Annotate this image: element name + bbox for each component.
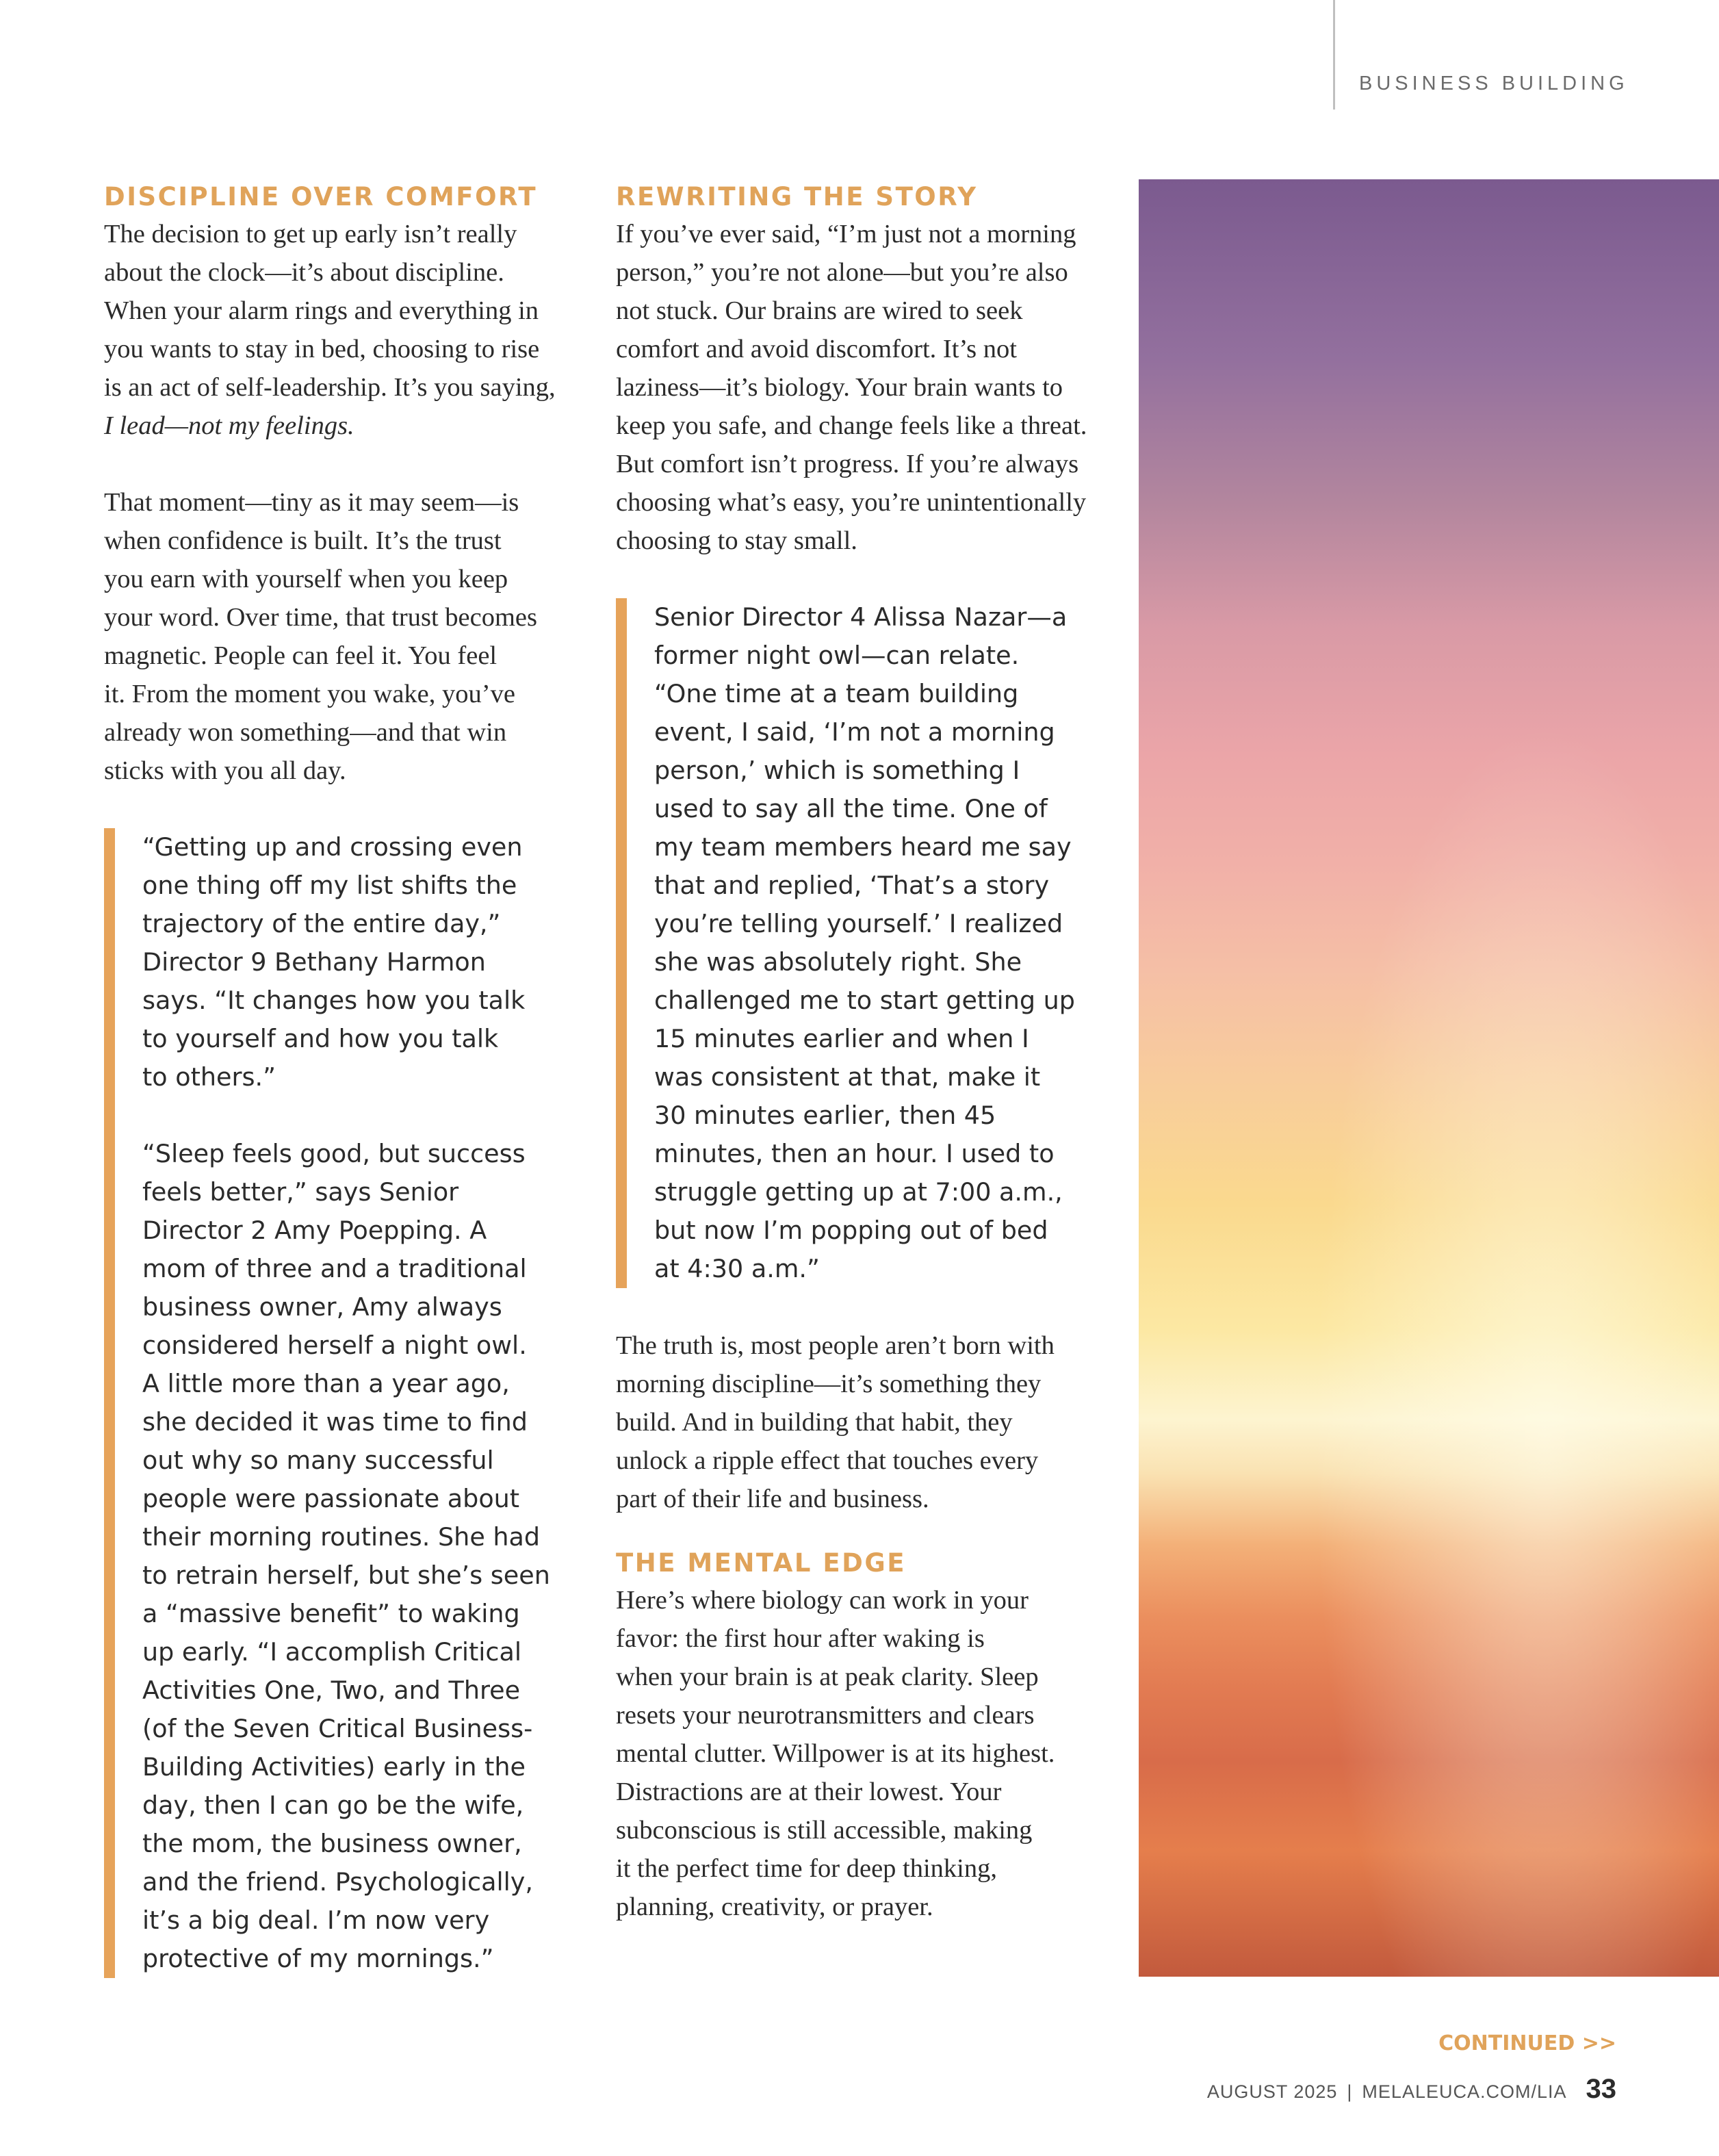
- text-line: at 4:30 a.m.”: [654, 1254, 820, 1283]
- text-line: considered herself a night owl.: [142, 1331, 527, 1360]
- text-line: business owner, Amy always: [142, 1292, 502, 1322]
- text-line: used to say all the time. One of: [654, 794, 1048, 823]
- text-line: minutes, then an hour. I used to: [654, 1139, 1055, 1168]
- issue-date: AUGUST 2025: [1206, 2081, 1338, 2102]
- text-line: it’s a big deal. I’m now very: [142, 1905, 490, 1935]
- text-line: Distractions are at their lowest. Your: [616, 1778, 1002, 1806]
- text-line: When your alarm rings and everything in: [104, 296, 539, 325]
- text-line: out why so many successful: [142, 1446, 494, 1475]
- text-line: person,’ which is something I: [654, 756, 1020, 785]
- text-line: up early. “I accomplish Critical: [142, 1637, 522, 1667]
- text-line: she decided it was time to find: [142, 1407, 528, 1437]
- sun-glow: [1139, 179, 1719, 1977]
- text-line: that and replied, ‘That’s a story: [654, 871, 1050, 900]
- text-line: part of their life and business.: [616, 1485, 929, 1513]
- text-line: one thing off my list shifts the: [142, 871, 517, 900]
- text-line: (of the Seven Critical Business-: [142, 1714, 533, 1743]
- text-line: The decision to get up early isn’t really: [104, 220, 517, 248]
- text-line: 15 minutes earlier and when I: [654, 1024, 1029, 1053]
- text-line: choosing to stay small.: [616, 526, 857, 555]
- text-line: says. “It changes how you talk: [142, 986, 526, 1015]
- pull-quote-nazar: [616, 598, 1102, 1288]
- text-line: is an act of self-leadership. It’s you saying,: [104, 373, 556, 402]
- text-line: it the perfect time for deep thinking,: [616, 1854, 997, 1883]
- text-line: she was absolutely right. She: [654, 947, 1022, 977]
- website-link[interactable]: MELALEUCA.COM/LIA: [1362, 2081, 1567, 2102]
- header-divider: [1333, 0, 1335, 110]
- text-line: people were passionate about: [142, 1484, 520, 1513]
- column-left: [104, 179, 576, 1978]
- text-line: and the friend. Psychologically,: [142, 1867, 533, 1897]
- paragraph-confidence: [104, 483, 576, 790]
- text-line: morning discipline—it’s something they: [616, 1370, 1042, 1398]
- text-line: If you’ve ever said, “I’m just not a morning: [616, 220, 1076, 248]
- text-line: 30 minutes earlier, then 45: [654, 1101, 996, 1130]
- text-line: Activities One, Two, and Three: [142, 1676, 521, 1705]
- text-line: planning, creativity, or prayer.: [616, 1892, 933, 1921]
- page-number: 33: [1586, 2074, 1616, 2104]
- text-line: keep you safe, and change feels like a threat.: [616, 411, 1087, 440]
- text-line: feels better,” says Senior: [142, 1177, 459, 1207]
- text-line: The truth is, most people aren’t born with: [616, 1331, 1055, 1360]
- text-line: favor: the first hour after waking is: [616, 1624, 985, 1653]
- text-line: laziness—it’s biology. Your brain wants to: [616, 373, 1063, 402]
- text-line: when confidence is built. It’s the trust: [104, 526, 502, 555]
- heading-the-mental-edge: THE MENTAL EDGE: [616, 1548, 907, 1578]
- paragraph-italic-line: I lead—not my feelings.: [104, 411, 354, 440]
- text-line: about the clock—it’s about discipline.: [104, 258, 504, 287]
- paragraph-rewriting: [616, 215, 1102, 560]
- text-line: event, I said, ‘I’m not a morning: [654, 717, 1055, 747]
- text-line: my team members heard me say: [654, 832, 1072, 862]
- text-line: challenged me to start getting up: [654, 986, 1075, 1015]
- page-footer: [1207, 2074, 1616, 2105]
- text-line: Here’s where biology can work in your: [616, 1586, 1029, 1615]
- paragraph-truth: [616, 1326, 1102, 1518]
- quote-poepping: [142, 1135, 576, 1978]
- text-line: unlock a ripple effect that touches every: [616, 1446, 1039, 1475]
- text-line: choosing what’s easy, you’re unintentionally: [616, 488, 1087, 517]
- pull-quote-harmon-poepping: [104, 828, 576, 1978]
- text-line: to retrain herself, but she’s seen: [142, 1561, 550, 1590]
- text-line: when your brain is at peak clarity. Sleep: [616, 1663, 1039, 1691]
- paragraph-mental-edge: [616, 1581, 1102, 1926]
- text-line: trajectory of the entire day,”: [142, 909, 501, 938]
- quote-harmon: [142, 828, 576, 1096]
- footer-separator: |: [1347, 2081, 1353, 2102]
- text-line: was consistent at that, make it: [654, 1062, 1041, 1092]
- heading-rewriting-the-story: REWRITING THE STORY: [616, 182, 978, 211]
- text-line: But comfort isn’t progress. If you’re always: [616, 450, 1079, 478]
- text-line: but now I’m popping out of bed: [654, 1216, 1048, 1245]
- text-line: not stuck. Our brains are wired to seek: [616, 296, 1023, 325]
- text-line: it. From the moment you wake, you’ve: [104, 680, 515, 708]
- continued-link[interactable]: CONTINUED >>: [1438, 2031, 1616, 2055]
- text-line: “One time at a team building: [654, 679, 1019, 708]
- text-line: to others.”: [142, 1062, 276, 1092]
- text-line: That moment—tiny as it may seem—is: [104, 488, 519, 517]
- quote-nazar: [654, 598, 1102, 1288]
- text-line: build. And in building that habit, they: [616, 1408, 1013, 1437]
- text-line: Senior Director 4 Alissa Nazar—a: [654, 602, 1068, 632]
- text-line: “Sleep feels good, but success: [142, 1139, 526, 1168]
- text-line: day, then I can go be the wife,: [142, 1791, 524, 1820]
- text-line: Building Activities) early in the: [142, 1752, 526, 1782]
- text-line: former night owl—can relate.: [654, 641, 1020, 670]
- text-line: Director 2 Amy Poepping. A: [142, 1216, 487, 1245]
- text-line: the mom, the business owner,: [142, 1829, 522, 1858]
- text-line: a “massive benefit” to waking: [142, 1599, 520, 1628]
- text-line: person,” you’re not alone—but you’re also: [616, 258, 1068, 287]
- text-line: you’re telling yourself.’ I realized: [654, 909, 1063, 938]
- sunrise-photo: [1139, 179, 1719, 1977]
- text-line: sticks with you all day.: [104, 756, 346, 785]
- text-line: mental clutter. Willpower is at its highest.: [616, 1739, 1055, 1768]
- text-line: “Getting up and crossing even: [142, 832, 523, 862]
- text-line: magnetic. People can feel it. You feel: [104, 641, 497, 670]
- text-line: mom of three and a traditional: [142, 1254, 527, 1283]
- section-label: BUSINESS BUILDING: [1359, 73, 1629, 94]
- text-line: comfort and avoid discomfort. It’s not: [616, 335, 1017, 363]
- text-line: your word. Over time, that trust becomes: [104, 603, 537, 632]
- text-line: to yourself and how you talk: [142, 1024, 499, 1053]
- column-middle: [616, 179, 1102, 1926]
- heading-discipline-over-comfort: DISCIPLINE OVER COMFORT: [104, 182, 538, 211]
- text-line: already won something—and that win: [104, 718, 507, 747]
- text-line: resets your neurotransmitters and clears: [616, 1701, 1035, 1730]
- text-line: A little more than a year ago,: [142, 1369, 510, 1398]
- text-line: their morning routines. She had: [142, 1522, 541, 1552]
- text-line: Director 9 Bethany Harmon: [142, 947, 486, 977]
- text-line: you earn with yourself when you keep: [104, 565, 508, 593]
- paragraph-discipline: [104, 215, 576, 407]
- text-line: protective of my mornings.”: [142, 1944, 494, 1973]
- text-line: struggle getting up at 7:00 a.m.,: [654, 1177, 1063, 1207]
- text-line: subconscious is still accessible, making: [616, 1816, 1033, 1845]
- text-line: you wants to stay in bed, choosing to rise: [104, 335, 540, 363]
